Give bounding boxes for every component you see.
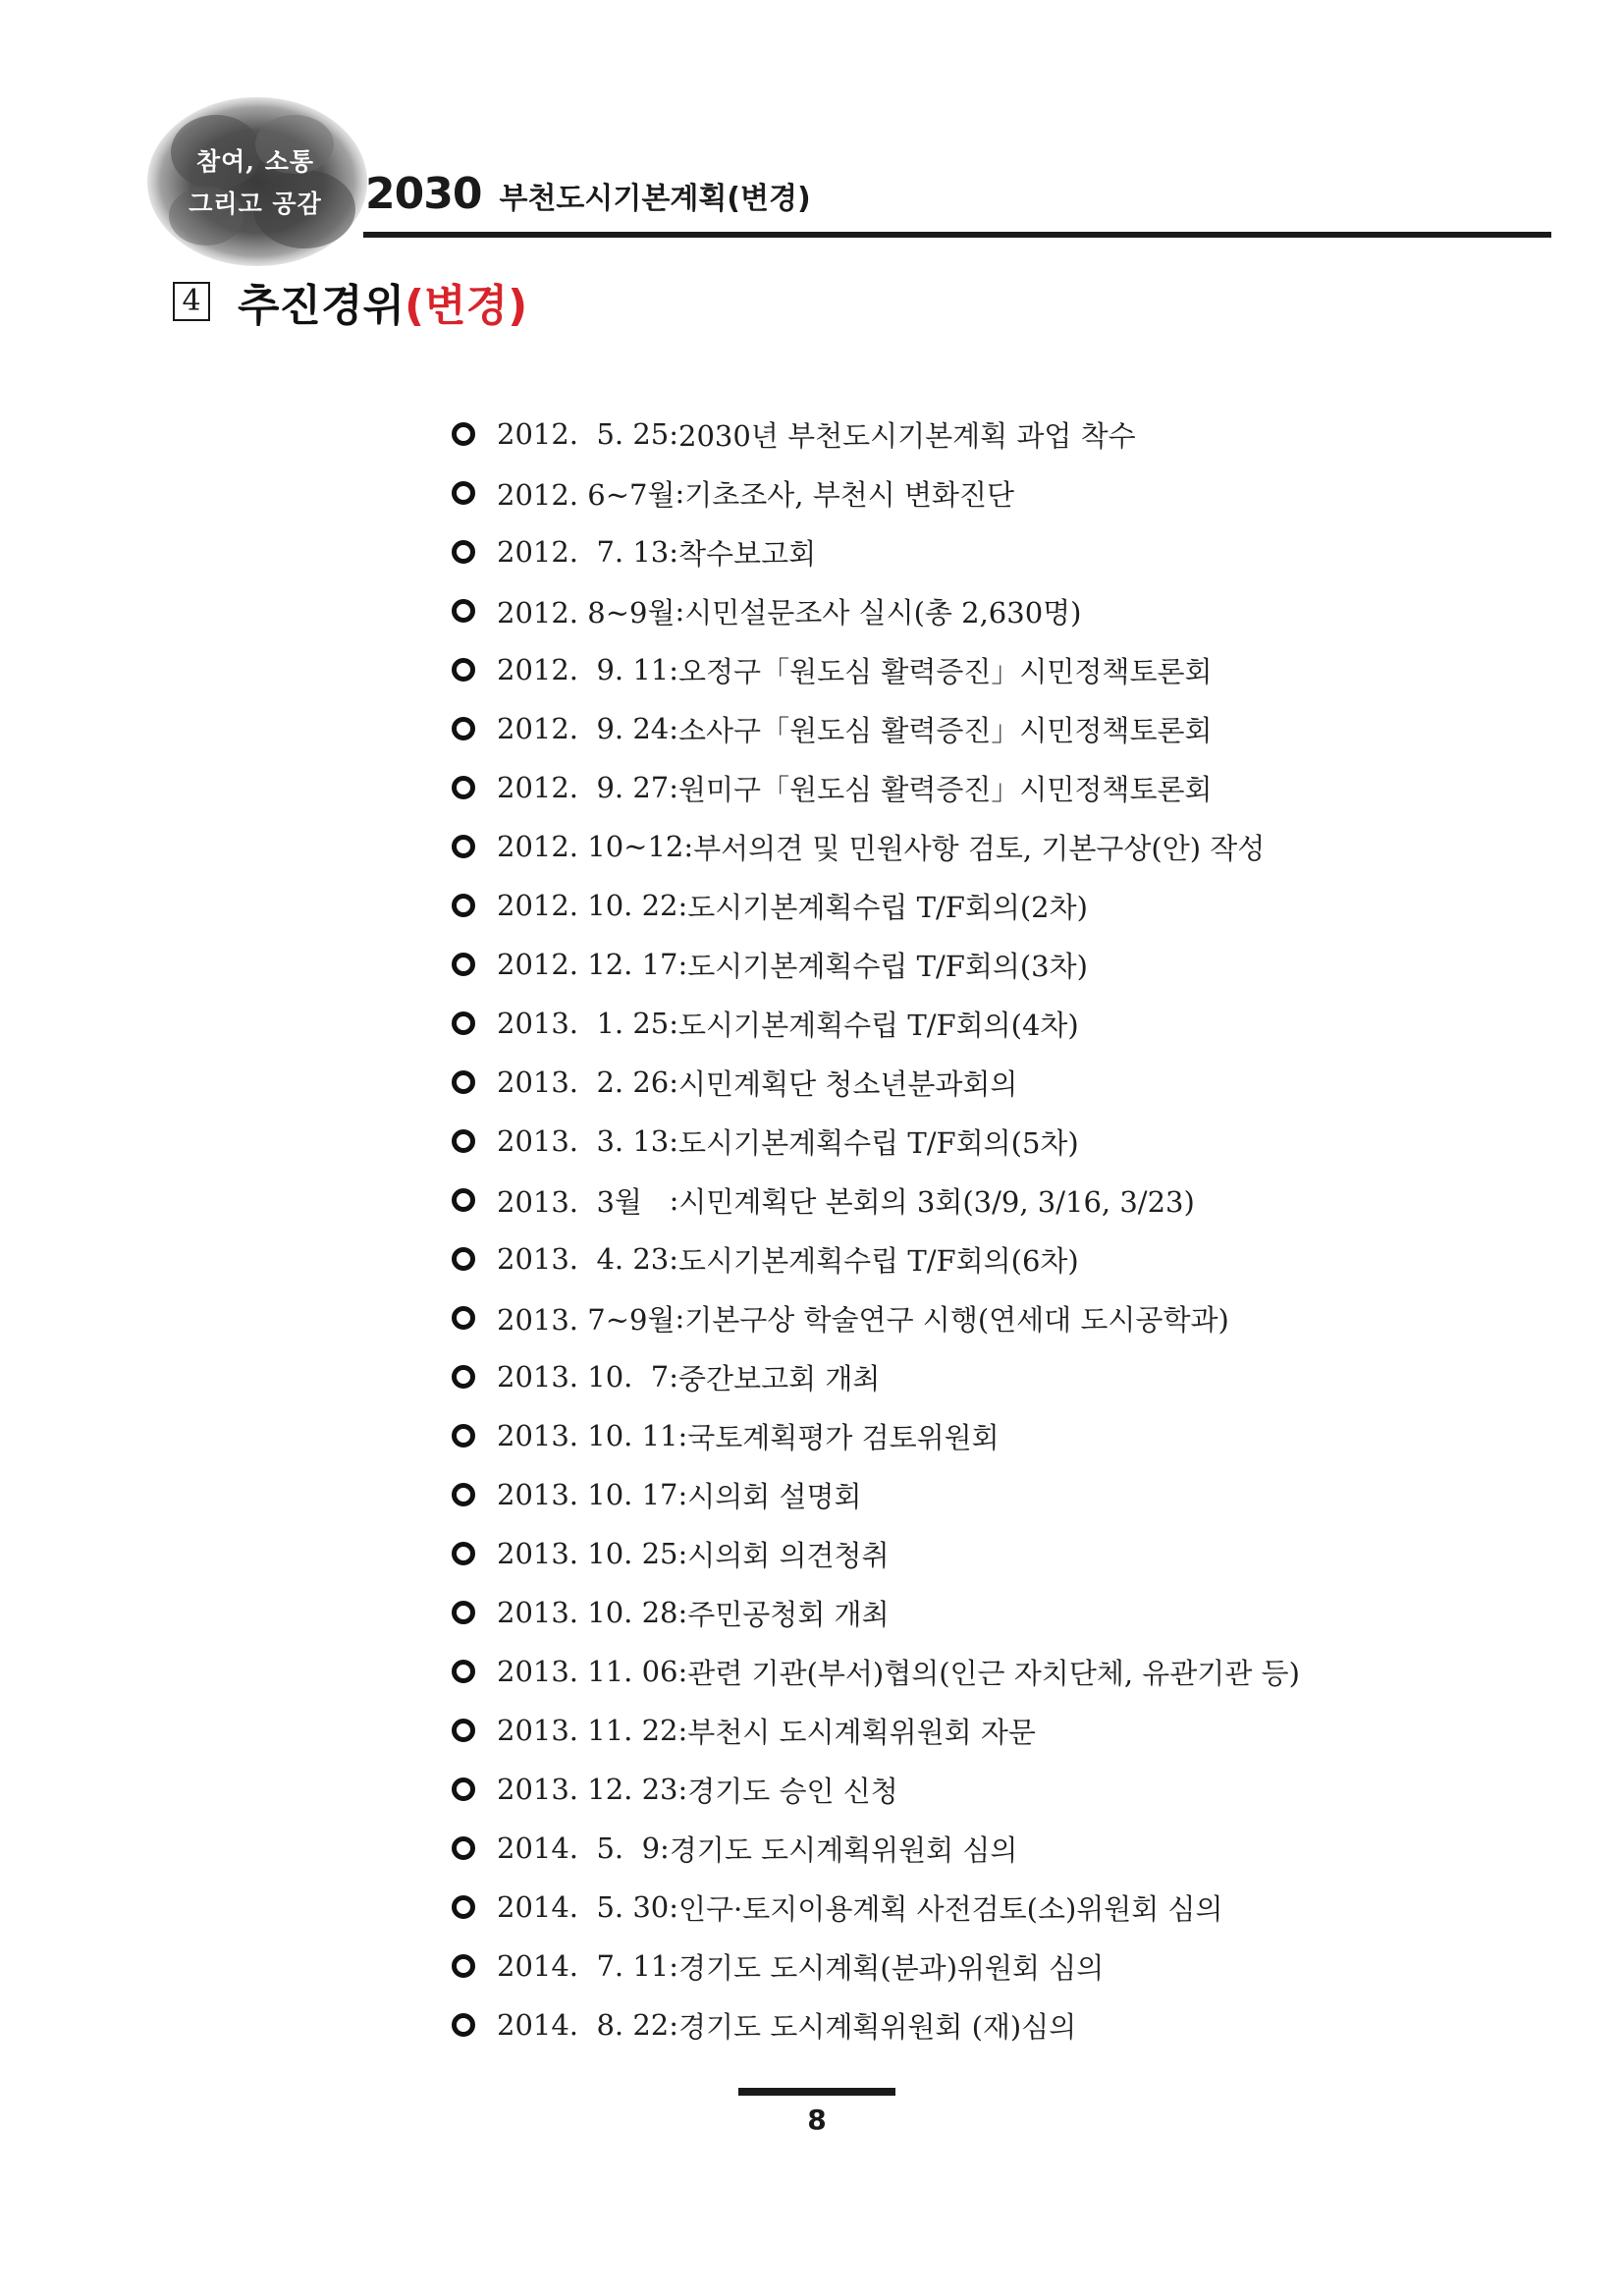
timeline-item [452,1053,1300,1112]
item-date: 2013. 2. 26 [497,1066,670,1099]
bullet-icon [452,1247,475,1271]
bullet-icon [452,1719,475,1742]
bullet-icon [452,1365,475,1389]
item-separator: : [669,1242,679,1276]
bullet-icon [452,2013,475,2037]
item-text: 시민설문조사 실시(총 2,630명) [684,595,1082,629]
timeline-item [452,1760,1300,1819]
timeline-item [452,758,1300,817]
item-separator: : [669,417,679,451]
item-text: 오정구「원도심 활력증진」시민정책토론회 [678,654,1213,688]
item-separator: : [675,1301,685,1335]
bullet-icon [452,835,475,858]
badge-slogan-line1: 참여, 소통 [195,147,314,176]
item-separator: : [669,1949,679,1983]
item-separator: : [677,1655,688,1688]
bullet-icon [452,894,475,917]
item-text: 주민공청회 개최 [687,1597,890,1631]
item-text: 경기도 승인 신청 [687,1774,898,1808]
item-text: 도시기본계획수립 T/F회의(3차) [687,949,1088,983]
footer-divider [738,2088,895,2096]
timeline-item [452,1524,1300,1583]
bullet-icon [452,953,475,976]
item-text: 인구·토지이용계획 사전검토(소)위원회 심의 [678,1891,1223,1926]
item-text: 경기도 도시계획위원회 심의 [669,1832,1018,1867]
item-date: 2012. 10. 22 [497,889,678,922]
item-date: 2013. 10. 28 [497,1596,678,1629]
item-date: 2012. 9. 11 [497,653,670,686]
timeline-item [452,1406,1300,1465]
bullet-icon [452,1777,475,1801]
item-separator: : [669,712,679,745]
bullet-icon [452,658,475,682]
item-separator: : [675,594,685,628]
item-text: 국토계획평가 검토위원회 [687,1420,1000,1454]
item-separator: : [677,1596,688,1629]
timeline-item [452,699,1300,758]
item-text: 착수보고회 [678,536,817,571]
timeline-item [452,994,1300,1053]
bullet-icon [452,599,475,623]
page-number: 8 [807,2104,827,2136]
item-date: 2013. 3월 [497,1184,670,1219]
item-text: 도시기본계획수립 T/F회의(6차) [678,1243,1079,1278]
item-date: 2012. 9. 27 [497,771,670,804]
item-date: 2012. 5. 25 [497,417,670,451]
bullet-icon [452,1954,475,1978]
item-date: 2013. 1. 25 [497,1007,670,1040]
timeline-item [452,405,1300,464]
bullet-icon [452,1070,475,1094]
item-separator: : [669,1183,679,1217]
document-title [365,169,811,219]
item-date: 2012. 6~7월 [497,477,676,512]
item-date: 2012. 7. 13 [497,535,670,569]
item-separator: : [669,535,679,569]
section-title-accent: (변경) [405,281,528,331]
timeline-item [452,935,1300,994]
item-separator: : [677,1714,688,1747]
item-text: 경기도 도시계획(분과)위원회 심의 [678,1950,1105,1985]
timeline-item [452,464,1300,522]
document-name: 부천도시기본계획(변경) [499,182,811,216]
item-text: 도시기본계획수립 T/F회의(4차) [678,1008,1079,1042]
timeline-item [452,1995,1300,2054]
bullet-icon [452,1188,475,1212]
item-date: 2012. 10~12 [497,830,684,863]
item-text: 도시기본계획수립 T/F회의(2차) [687,890,1088,924]
item-date: 2013. 3. 13 [497,1124,670,1158]
bullet-icon [452,1895,475,1919]
bullet-icon [452,776,475,799]
item-separator: : [677,1478,688,1511]
ink-blot-graphic [147,93,373,270]
bullet-icon [452,1011,475,1035]
bullet-icon [452,540,475,564]
timeline-item [452,1347,1300,1406]
bullet-icon [452,481,475,505]
bullet-icon [452,1129,475,1153]
item-separator: : [677,1537,688,1570]
item-date: 2012. 9. 24 [497,712,670,745]
item-date: 2013. 10. 25 [497,1537,678,1570]
item-separator: : [669,1124,679,1158]
item-text: 중간보고회 개최 [678,1361,881,1395]
item-date: 2013. 10. 11 [497,1419,678,1452]
bullet-icon [452,1660,475,1683]
item-separator: : [669,1007,679,1040]
item-separator: : [669,2008,679,2042]
item-date: 2014. 7. 11 [497,1949,670,1983]
item-date: 2013. 10. 7 [497,1360,670,1394]
item-separator: : [660,1831,670,1865]
timeline-item [452,817,1300,876]
item-date: 2014. 8. 22 [497,2008,670,2042]
item-date: 2013. 11. 22 [497,1714,678,1747]
item-date: 2013. 10. 17 [497,1478,678,1511]
item-date: 2013. 7~9월 [497,1302,676,1337]
item-separator: : [669,653,679,686]
item-text: 시민계획단 본회의 3회(3/9, 3/16, 3/23) [678,1184,1195,1219]
document-year: 2030 [365,169,482,219]
item-text: 기본구상 학술연구 시행(연세대 도시공학과) [684,1302,1229,1337]
section-number-box: 4 [173,282,210,321]
timeline-item [452,1171,1300,1230]
bullet-icon [452,1306,475,1330]
item-text: 2030년 부천도시기본계획 과업 착수 [678,418,1136,453]
timeline-item [452,1819,1300,1878]
timeline-item [452,522,1300,581]
item-separator: : [669,1066,679,1099]
timeline-item [452,1642,1300,1701]
item-separator: : [677,1773,688,1806]
item-separator: : [669,1890,679,1924]
item-date: 2013. 11. 06 [497,1655,678,1688]
timeline-item [452,1465,1300,1524]
item-date: 2012. 12. 17 [497,948,678,981]
item-text: 소사구「원도심 활력증진」시민정책토론회 [678,713,1213,747]
item-separator: : [683,830,694,863]
timeline-item [452,581,1300,640]
timeline-item [452,876,1300,935]
item-separator: : [669,1360,679,1394]
item-separator: : [675,476,685,510]
bullet-icon [452,1601,475,1624]
item-text: 기초조사, 부천시 변화진단 [684,477,1015,512]
bullet-icon [452,1542,475,1565]
badge-slogan-line2: 그리고 공감 [189,190,322,218]
bullet-icon [452,717,475,740]
item-text: 부천시 도시계획위원회 자문 [687,1715,1036,1749]
bullet-icon [452,1424,475,1448]
timeline-list [452,405,1300,2054]
item-date: 2013. 12. 23 [497,1773,678,1806]
timeline-item [452,1112,1300,1171]
timeline-item [452,1878,1300,1937]
item-text: 시민계획단 청소년분과회의 [678,1066,1018,1101]
item-text: 도시기본계획수립 T/F회의(5차) [678,1125,1079,1160]
item-text: 시의회 설명회 [687,1479,862,1513]
item-separator: : [677,889,688,922]
item-text: 부서의견 및 민원사항 검토, 기본구상(안) 작성 [693,831,1266,865]
item-date: 2014. 5. 9 [497,1831,661,1865]
item-separator: : [677,948,688,981]
timeline-item [452,1583,1300,1642]
timeline-item [452,1701,1300,1760]
item-text: 경기도 도시계획위원회 (재)심의 [678,2009,1077,2044]
bullet-icon [452,422,475,446]
item-date: 2012. 8~9월 [497,595,676,629]
item-date: 2013. 4. 23 [497,1242,670,1276]
item-text: 관련 기관(부서)협의(인근 자치단체, 유관기관 등) [687,1656,1300,1690]
header-divider [363,232,1551,238]
timeline-item [452,640,1300,699]
item-separator: : [677,1419,688,1452]
section-heading [173,270,527,333]
item-text: 원미구「원도심 활력증진」시민정책토론회 [678,772,1213,806]
section-title: 추진경위 [238,281,406,331]
bullet-icon [452,1483,475,1506]
timeline-item [452,1230,1300,1288]
timeline-item [452,1937,1300,1995]
bullet-icon [452,1836,475,1860]
item-date: 2014. 5. 30 [497,1890,670,1924]
timeline-item [452,1288,1300,1347]
item-separator: : [669,771,679,804]
item-text: 시의회 의견청취 [687,1538,890,1572]
